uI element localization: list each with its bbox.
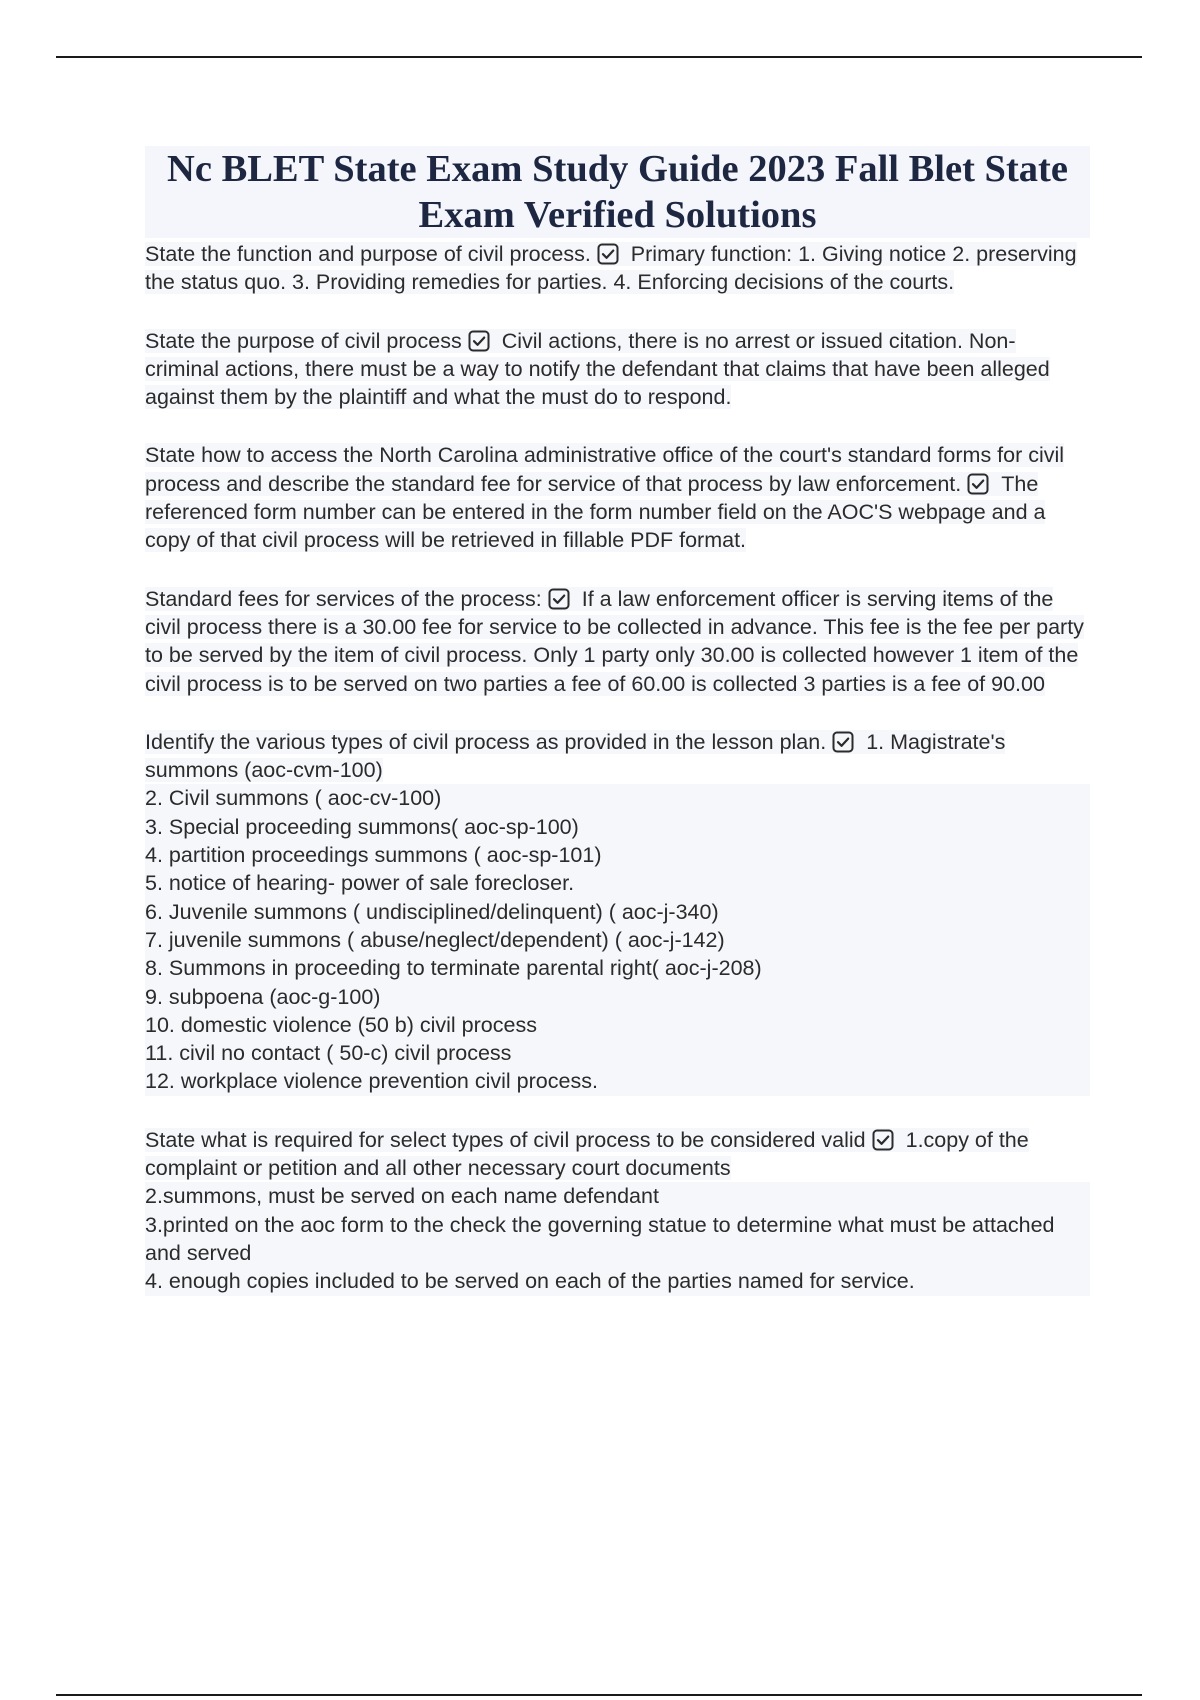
answer-list-item: 2.summons, must be served on each name defendant bbox=[145, 1182, 1090, 1210]
qa-item bbox=[145, 585, 1090, 698]
answer-list-item: 5. notice of hearing- power of sale forecloser. bbox=[145, 869, 1090, 897]
qa-item bbox=[145, 1126, 1090, 1296]
qa-text bbox=[145, 329, 1050, 410]
answer-list-item: 2. Civil summons ( aoc-cv-100) bbox=[145, 784, 1090, 812]
answer-list-item: 4. partition proceedings summons ( aoc-sp-101) bbox=[145, 841, 1090, 869]
answer-list-item: 1. Magistrate's summons (aoc-cvm-100) bbox=[145, 729, 1006, 783]
question-text: State the function and purpose of civil process. bbox=[145, 242, 591, 266]
answer-text: Civil actions, there is no arrest or issued citation. Non- criminal actions, there must be a way to notify the defendant that claims that have been alleged against them by the plaintiff and what the must do to respond. bbox=[145, 328, 1050, 410]
question-text: Identify the various types of civil process as provided in the lesson plan. bbox=[145, 729, 827, 754]
answer-list-item: 11. civil no contact ( 50-c) civil process bbox=[145, 1039, 1090, 1067]
qa-text bbox=[145, 242, 1077, 294]
document-body bbox=[145, 146, 1090, 1326]
answer-list-item: 8. Summons in proceeding to terminate parental right( aoc-j-208) bbox=[145, 954, 1090, 982]
qa-item bbox=[145, 240, 1090, 297]
bottom-rule bbox=[56, 1694, 1142, 1696]
answer-list-item: 12. workplace violence prevention civil process. bbox=[145, 1067, 1090, 1095]
qa-text bbox=[145, 443, 1064, 552]
answer-list-item: 3.printed on the aoc form to the check the governing statue to determine what must be attached and served bbox=[145, 1211, 1090, 1268]
answer-list-item: 4. enough copies included to be served on each of the parties named for service. bbox=[145, 1267, 1090, 1295]
qa-text bbox=[145, 1128, 1029, 1180]
qa-text bbox=[145, 587, 1084, 696]
question-text: State how to access the North Carolina administrative office of the court's standard forms for civil process and describe the standard fee for service of that process by law enforcement. bbox=[145, 443, 1065, 496]
checkbox-checked-icon bbox=[597, 243, 619, 265]
page-title: Nc BLET State Exam Study Guide 2023 Fall Blet State Exam Verified Solutions bbox=[145, 146, 1090, 238]
checkbox-checked-icon bbox=[548, 588, 570, 610]
checkbox-checked-icon bbox=[832, 731, 854, 753]
answer-text: Primary function: 1. Giving notice 2. preserving the status quo. 3. Providing remedies for parties. 4. Enforcing decisions of the courts. bbox=[145, 242, 1077, 295]
answer-text: If a law enforcement officer is serving items of the civil process there is a 30.00 fee for service to be collected in advance. This fee is the fee per party to be served by the item of civil process. Only 1 party only 30.00 is collected however 1 item of the civil process is to be served on two parties a fee of 60.00 is collected 3 parties is a fee of 90.00 bbox=[145, 586, 1084, 696]
checkbox-checked-icon bbox=[872, 1129, 894, 1151]
question-text: Standard fees for services of the process: bbox=[145, 586, 542, 611]
qa-item bbox=[145, 441, 1090, 554]
answer-list-item: 1.copy of the complaint or petition and all other necessary court documents bbox=[145, 1127, 1029, 1181]
question-text: State the purpose of civil process bbox=[145, 328, 462, 353]
qa-item bbox=[145, 728, 1090, 1096]
answer-list-item: 3. Special proceeding summons( aoc-sp-100) bbox=[145, 813, 1090, 841]
answer-text: The referenced form number can be entered in the form number field on the AOC'S webpage and a copy of that civil process will be retrieved in fillable PDF format. bbox=[145, 471, 1046, 553]
answer-list-item: 10. domestic violence (50 b) civil process bbox=[145, 1011, 1090, 1039]
answer-list-item: 6. Juvenile summons ( undisciplined/delinquent) ( aoc-j-340) bbox=[145, 898, 1090, 926]
qa-text bbox=[145, 730, 1005, 782]
answer-list-item: 9. subpoena (aoc-g-100) bbox=[145, 983, 1090, 1011]
question-text: State what is required for select types of civil process to be considered valid bbox=[145, 1127, 866, 1152]
checkbox-checked-icon bbox=[468, 330, 490, 352]
answer-list-item: 7. juvenile summons ( abuse/neglect/dependent) ( aoc-j-142) bbox=[145, 926, 1090, 954]
checkbox-checked-icon bbox=[967, 473, 989, 495]
top-rule bbox=[56, 56, 1142, 58]
qa-item bbox=[145, 327, 1090, 412]
